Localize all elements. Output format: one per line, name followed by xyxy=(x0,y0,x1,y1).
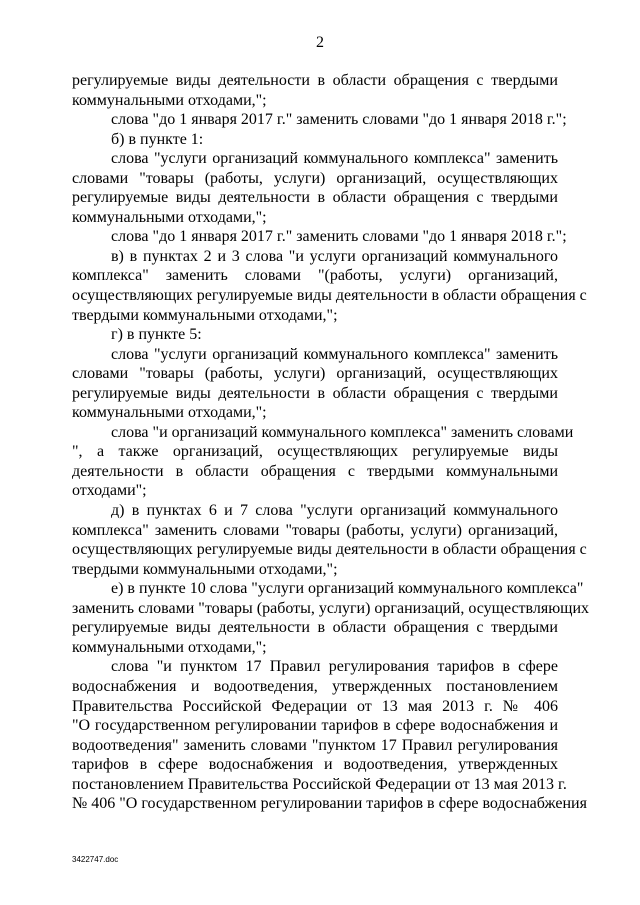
text-line: водоотведения" заменить словами "пунктом 17 Правил регулирования xyxy=(72,736,558,754)
file-footer: 3422747.doc xyxy=(72,855,119,864)
page-number: 2 xyxy=(316,34,324,51)
text-line: коммунальными отходами,"; xyxy=(72,91,267,109)
text-line: деятельности в области обращения с твердыми коммунальными xyxy=(72,462,558,480)
text-line: в) в пунктах 2 и 3 слова "и услуги организаций коммунального xyxy=(111,247,558,265)
text-line: слова "и организаций коммунального комплекса" заменить словами xyxy=(111,423,574,441)
text-line: слова "услуги организаций коммунального комплекса" заменить xyxy=(111,345,558,363)
text-line: слова "услуги организаций коммунального комплекса" заменить xyxy=(111,150,558,168)
text-line: г) в пункте 5: xyxy=(111,326,202,344)
text-line: регулируемые виды деятельности в области обращения с твердыми xyxy=(72,189,558,207)
text-line: слова "и пунктом 17 Правил регулирования тарифов в сфере xyxy=(111,658,558,676)
text-line: твердыми коммунальными отходами,"; xyxy=(72,560,338,578)
text-line: постановлением Правительства Российской Федерации от 13 мая 2013 г. xyxy=(72,775,567,793)
text-line: д) в пунктах 6 и 7 слова "услуги организаций коммунального xyxy=(111,502,558,520)
text-line: комплекса" заменить словами "(работы, услуги) организаций, xyxy=(72,267,558,285)
text-line: заменить словами "товары (работы, услуги) организаций, осуществляющих xyxy=(72,599,590,617)
text-line: отходами"; xyxy=(72,482,147,500)
text-line: коммунальными отходами,"; xyxy=(72,638,267,656)
text-line: коммунальными отходами,"; xyxy=(72,404,267,422)
text-line: словами "товары (работы, услуги) организаций, осуществляющих xyxy=(72,169,558,187)
text-line: Правительства Российской Федерации от 13 мая 2013 г. № 406 xyxy=(72,697,558,715)
text-line: слова "до 1 января 2017 г." заменить словами "до 1 января 2018 г."; xyxy=(111,111,567,129)
text-line: регулируемые виды деятельности в области обращения с твердыми xyxy=(72,72,558,89)
text-line: регулируемые виды деятельности в области обращения с твердыми xyxy=(72,619,558,637)
text-line: е) в пункте 10 слова "услуги организаций коммунального комплекса" xyxy=(111,580,584,598)
text-line: регулируемые виды деятельности в области обращения с твердыми xyxy=(72,384,558,402)
text-line: слова "до 1 января 2017 г." заменить словами "до 1 января 2018 г."; xyxy=(111,228,567,246)
text-line: осуществляющих регулируемые виды деятельности в области обращения с xyxy=(72,287,587,305)
text-line: ", а также организаций, осуществляющих регулируемые виды xyxy=(72,443,558,461)
document-body xyxy=(72,71,590,814)
text-line: водоснабжения и водоотведения, утвержденных постановлением xyxy=(72,677,558,695)
text-line: словами "товары (работы, услуги) организаций, осуществляющих xyxy=(72,365,558,383)
text-line: коммунальными отходами,"; xyxy=(72,208,267,226)
text-line: б) в пункте 1: xyxy=(111,130,204,148)
text-line: тарифов в сфере водоснабжения и водоотведения, утвержденных xyxy=(72,756,558,774)
text-line: осуществляющих регулируемые виды деятельности в области обращения с xyxy=(72,541,587,559)
text-line: "О государственном регулировании тарифов в сфере водоснабжения и xyxy=(72,717,558,735)
text-line: комплекса" заменить словами "товары (работы, услуги) организаций, xyxy=(72,521,558,539)
text-line: твердыми коммунальными отходами,"; xyxy=(72,306,338,324)
text-line: № 406 "О государственном регулировании тарифов в сфере водоснабжения xyxy=(72,795,587,813)
